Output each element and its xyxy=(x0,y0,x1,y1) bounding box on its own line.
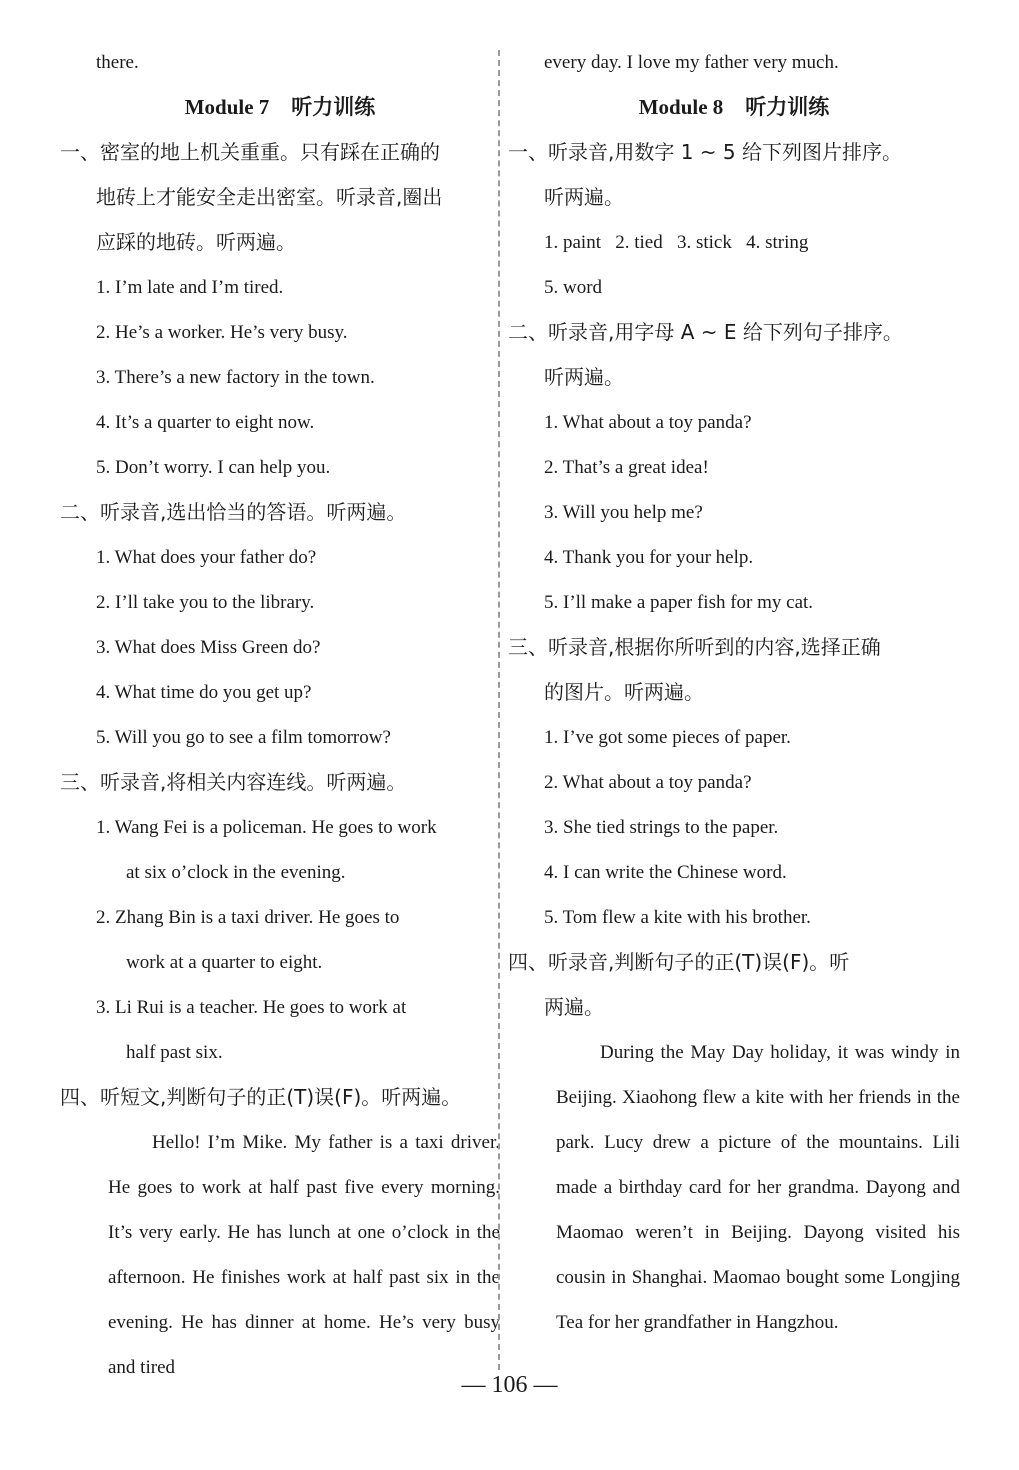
section-4-title-cont: 两遍。 xyxy=(544,995,604,1019)
section-4-title: 四、听录音,判断句子的正(T)误(F)。听 xyxy=(508,950,850,974)
list-item: 3. She tied strings to the paper. xyxy=(544,817,779,838)
list-item: 5. Will you go to see a film tomorrow? xyxy=(96,727,391,748)
passage-paragraph xyxy=(508,1030,960,1345)
list-item-cont: half past six. xyxy=(126,1042,223,1063)
module-title: Module 8 xyxy=(638,95,724,119)
module-subtitle: 听力训练 xyxy=(291,95,376,119)
list-item: 2. Zhang Bin is a taxi driver. He goes to xyxy=(96,907,400,928)
section-3-title-cont: 的图片。听两遍。 xyxy=(544,680,704,704)
section-1-title-cont: 听两遍。 xyxy=(544,185,624,209)
list-item: 3. Li Rui is a teacher. He goes to work at xyxy=(96,997,407,1018)
list-item: 4. What time do you get up? xyxy=(96,682,312,703)
list-item: 5. I’ll make a paper fish for my cat. xyxy=(544,592,814,613)
list-item: 3. What does Miss Green do? xyxy=(96,637,321,658)
list-item: 1. I’ve got some pieces of paper. xyxy=(544,727,791,748)
list-item: 4. It’s a quarter to eight now. xyxy=(96,412,315,433)
list-item: 3. There’s a new factory in the town. xyxy=(96,367,375,388)
section-3-title: 三、听录音,将相关内容连线。听两遍。 xyxy=(60,770,407,794)
passage-text: Hello! I’m Mike. My father is a taxi driver. He goes to work at half past five every morning. It’s very early. He has lunch at one o’clock in the afternoon. He finishes work at half past six in the evening. He has dinner at home. He’s very busy and tired xyxy=(108,1132,500,1378)
list-item: 1. Wang Fei is a policeman. He goes to work xyxy=(96,817,437,838)
list-item-cont: work at a quarter to eight. xyxy=(126,952,323,973)
word-list: 5. word xyxy=(544,277,603,298)
module-8-heading xyxy=(508,85,960,130)
section-2-title-cont: 听两遍。 xyxy=(544,365,624,389)
section-1-title: 一、听录音,用数字 1 ~ 5 给下列图片排序。 xyxy=(508,140,902,164)
passage-text: During the May Day holiday, it was windy in Beijing. Xiaohong flew a kite with her friends in the park. Lucy drew a picture of the mountains. Lili made a birthday card for her grandma. Dayong and Maomao weren’t in Beijing. Dayong visited his cousin in Shanghai. Maomao bought some Longjing Tea for her grandfather in Hangzhou. xyxy=(556,1042,960,1333)
list-item: 1. I’m late and I’m tired. xyxy=(96,277,284,298)
list-item: 5. Don’t worry. I can help you. xyxy=(96,457,331,478)
list-item: 1. What about a toy panda? xyxy=(544,412,752,433)
continued-line: there. xyxy=(96,52,139,73)
list-item: 3. Will you help me? xyxy=(544,502,703,523)
section-1-title: 一、密室的地上机关重重。只有踩在正确的 xyxy=(60,140,440,164)
section-1-title-cont: 地砖上才能安全走出密室。听录音,圈出 xyxy=(96,185,443,209)
list-item: 2. That’s a great idea! xyxy=(544,457,709,478)
right-column xyxy=(508,40,960,1345)
column-divider xyxy=(498,50,500,1370)
list-item: 4. Thank you for your help. xyxy=(544,547,754,568)
list-item-cont: at six o’clock in the evening. xyxy=(126,862,346,883)
section-2-title: 二、听录音,用字母 A ~ E 给下列句子排序。 xyxy=(508,320,903,344)
section-4-title: 四、听短文,判断句子的正(T)误(F)。听两遍。 xyxy=(60,1085,462,1109)
section-3-title: 三、听录音,根据你所听到的内容,选择正确 xyxy=(508,635,881,659)
list-item: 2. What about a toy panda? xyxy=(544,772,752,793)
list-item: 2. I’ll take you to the library. xyxy=(96,592,315,613)
list-item: 2. He’s a worker. He’s very busy. xyxy=(96,322,348,343)
list-item: 5. Tom flew a kite with his brother. xyxy=(544,907,811,928)
section-1-title-cont: 应踩的地砖。听两遍。 xyxy=(96,230,296,254)
module-7-heading xyxy=(60,85,500,130)
list-item: 1. What does your father do? xyxy=(96,547,317,568)
page-number: — 106 — xyxy=(461,1372,558,1398)
section-2-title: 二、听录音,选出恰当的答语。听两遍。 xyxy=(60,500,407,524)
module-title: Module 7 xyxy=(184,95,270,119)
list-item: 4. I can write the Chinese word. xyxy=(544,862,787,883)
word-list: 1. paint 2. tied 3. stick 4. string xyxy=(544,232,809,253)
passage-paragraph xyxy=(60,1120,500,1390)
left-column xyxy=(60,40,500,1390)
continued-line: every day. I love my father very much. xyxy=(544,52,839,73)
module-subtitle: 听力训练 xyxy=(745,95,830,119)
